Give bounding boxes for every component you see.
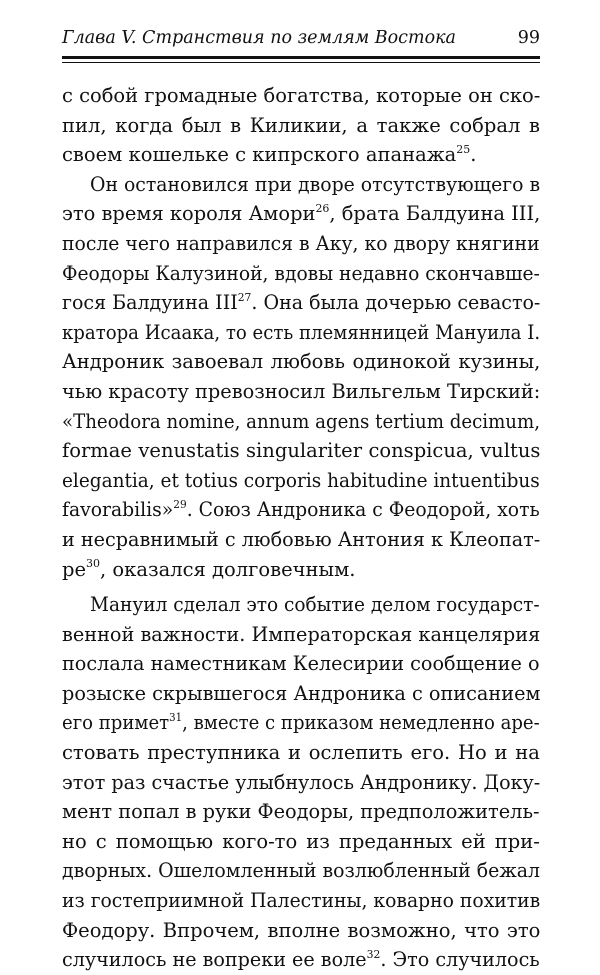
footnote-ref: 30 [86, 557, 101, 570]
text-line: Андроник завоевал любовь одинокой кузины, [62, 350, 540, 374]
text-line: «Theodora nomine, annum agens tertium decimum, [62, 409, 540, 433]
text-line: $ре^{30}$, оказался долговечным. [62, 557, 356, 581]
text-line: и несравнимый с любовью Антония к Клеопат- [62, 527, 540, 551]
text-line: розыске скрывшегося Андроника с описанием [62, 681, 540, 705]
paragraph [62, 590, 540, 975]
header-rule-thin [62, 62, 540, 63]
text-line: венной важности. Императорская канцелярия [62, 622, 540, 646]
text-line: elegantia, et totius corporis habitudine intuentibus [62, 468, 540, 492]
footnote-ref: 29 [173, 497, 187, 511]
text-line: кратора Исаака, то есть племянницей Мануила I. [62, 320, 540, 344]
text-line: Феодору. Впрочем, вполне возможно, что это [62, 918, 540, 942]
text-line: стовать преступника и ослепить его. Но и на [62, 741, 540, 765]
page-number: 99 [517, 28, 540, 48]
text-line: своем кошельке с кипрского апанажа$^{25}$. [62, 142, 477, 167]
text-line: Мануил сделал это событие делом государст- [90, 593, 540, 617]
header-rule-thick [62, 56, 540, 59]
text-line: из гостеприимной Палестины, коварно похитив [62, 889, 540, 913]
text-line: с собой громадные богатства, которые он ско- [62, 84, 540, 107]
text-line: случилось не вопреки ее воле$^{32}$. Это случилось [62, 947, 540, 972]
text-line: Он остановился при дворе отсутствующего в [90, 172, 540, 196]
text-line: чью красоту превозносил Вильгельм Тирский: [62, 379, 540, 403]
text-line: formae venustatis singulariter conspicua, vultus [62, 439, 540, 463]
text-line: после чего направился в Аку, ко двору княгини [62, 231, 540, 255]
text-line: дворных. Ошеломленный возлюбленный бежал [62, 859, 540, 883]
chapter-title: Глава V. Странствия по землям Востока [62, 28, 456, 48]
text-line: послала наместникам Келесирии сообщение о [62, 652, 540, 676]
footnote-ref: 25 [456, 142, 471, 156]
footnote-ref: 26 [315, 201, 330, 215]
text-line: мент попал в руки Феодоры, предположитель- [62, 800, 540, 824]
text-line: гося Балдуина III$^{27}$. Она была дочерью севасто- [62, 290, 540, 315]
footnote-ref: 32 [366, 947, 381, 961]
text-line: этот раз счастье улыбнулось Андронику. Доку- [62, 770, 540, 794]
text-line: но с помощью кого-то из преданных ей при- [62, 829, 540, 853]
paragraph [62, 81, 540, 170]
text-line: Феодоры Калузиной, вдовы недавно скончавше- [62, 261, 540, 285]
body-text [62, 81, 540, 975]
paragraph [62, 170, 540, 584]
text-line: это время короля Амори$^{26}$, брата Балдуина III, [62, 201, 540, 226]
text-line: favorabilis»$^{29}$. Союз Андроника с Феодорой, хоть [62, 497, 540, 522]
running-header [62, 26, 540, 50]
footnote-ref: 27 [237, 290, 252, 304]
text-line: пил, когда был в Киликии, а также собрал в [62, 113, 540, 137]
footnote-ref: 31 [169, 710, 183, 724]
text-line: его примет$^{31}$, вместе с приказом немедленно аре- [62, 710, 540, 735]
